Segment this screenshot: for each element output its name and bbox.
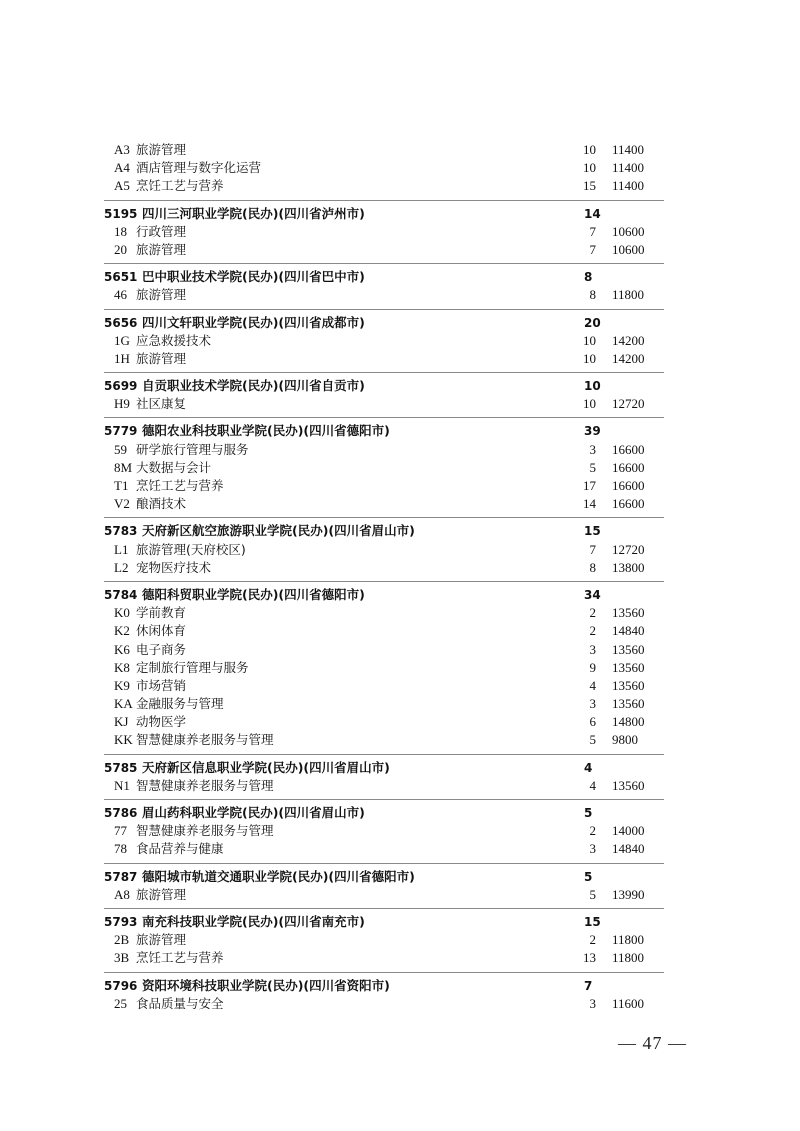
major-name: 烹饪工艺与营养: [136, 178, 224, 194]
major-name: 旅游管理: [136, 287, 187, 303]
major-plan: 7: [589, 241, 596, 257]
major-plan: 10: [583, 142, 596, 157]
school-row: [104, 759, 664, 777]
major-name: 酿酒技术: [136, 496, 187, 512]
major-fee: 12720: [612, 541, 645, 557]
school-code: 5779: [104, 424, 138, 439]
major-plan: 9: [589, 659, 596, 675]
major-name: 食品营养与健康: [136, 841, 224, 857]
school-row: [104, 977, 664, 995]
major-name: 旅游管理: [136, 241, 187, 257]
school-plan-total: 15: [584, 914, 601, 929]
major-fee: 10600: [612, 223, 645, 239]
major-plan: 10: [583, 332, 596, 348]
major-row: [104, 604, 664, 622]
major-plan: 3: [589, 696, 596, 712]
school-code: 5796: [104, 978, 138, 993]
school-code: 5656: [104, 315, 138, 330]
major-row: [104, 159, 664, 177]
major-code: A3: [114, 142, 130, 157]
major-code: T1: [114, 478, 129, 493]
major-row: [104, 241, 664, 259]
major-name: 烹饪工艺与营养: [136, 950, 224, 966]
school-row: [104, 377, 664, 395]
major-row: [104, 495, 664, 513]
major-name: 旅游管理: [136, 142, 187, 157]
school-name: 天府新区航空旅游职业学院(民办)(四川省眉山市): [142, 523, 415, 539]
school-group: [104, 377, 664, 418]
major-fee: 14200: [612, 350, 645, 366]
major-code: 1H: [114, 350, 130, 366]
major-plan: 2: [589, 823, 596, 839]
major-plan: 7: [589, 223, 596, 239]
major-fee: 9800: [612, 732, 638, 748]
major-plan: 3: [589, 995, 596, 1011]
major-code: H9: [114, 396, 130, 412]
school-plan-total: 5: [584, 806, 593, 820]
major-name: 烹饪工艺与营养: [136, 478, 224, 493]
major-fee: 16600: [612, 459, 645, 475]
school-name: 天府新区信息职业学院(民办)(四川省眉山市): [142, 759, 390, 775]
school-row: [104, 268, 664, 286]
major-name: 智慧健康养老服务与管理: [136, 823, 274, 839]
major-fee: 16600: [612, 441, 645, 457]
major-name: 学前教育: [136, 605, 187, 621]
major-row: [104, 177, 664, 195]
major-name: 大数据与会计: [136, 459, 212, 475]
school-code: 5195: [104, 206, 138, 221]
major-code: 3B: [114, 950, 130, 966]
major-code: 25: [114, 995, 127, 1011]
major-code: 77: [114, 823, 127, 839]
major-code: 8M: [114, 459, 133, 475]
major-code: A4: [114, 160, 130, 176]
major-name: 应急救援技术: [136, 332, 212, 348]
school-name: 眉山药科职业学院(民办)(四川省眉山市): [142, 805, 365, 820]
school-name: 四川三河职业学院(民办)(四川省泸州市): [142, 205, 365, 221]
major-code: L2: [114, 559, 129, 575]
major-fee: 13560: [612, 677, 645, 693]
school-code: 5783: [104, 524, 138, 539]
major-plan: 14: [583, 496, 596, 512]
major-row: [104, 695, 664, 713]
major-name: 智慧健康养老服务与管理: [136, 732, 274, 748]
major-code: KK: [114, 732, 133, 748]
major-row: [104, 459, 664, 477]
school-plan-total: 10: [584, 379, 601, 394]
major-name: 市场营销: [136, 677, 187, 693]
school-group: [104, 977, 664, 1017]
major-row: [104, 223, 664, 241]
school-row: [104, 205, 664, 223]
major-code: K8: [114, 659, 130, 675]
major-plan: 4: [589, 677, 596, 693]
school-name: 四川文轩职业学院(民办)(四川省成都市): [142, 314, 365, 330]
school-group: [104, 522, 664, 582]
major-row: [104, 777, 664, 795]
school-name: 德阳农业科技职业学院(民办)(四川省德阳市): [142, 423, 390, 439]
major-row: [104, 659, 664, 677]
major-row: [104, 332, 664, 350]
major-fee: 16600: [612, 478, 645, 493]
major-row: [104, 713, 664, 731]
major-fee: 11800: [612, 287, 645, 303]
admission-plan-listing: [104, 141, 664, 1021]
major-row: [104, 840, 664, 858]
school-group: [104, 586, 664, 755]
school-plan-total: 7: [584, 978, 593, 993]
major-plan: 2: [589, 605, 596, 621]
major-plan: 2: [589, 623, 596, 639]
major-fee: 16600: [612, 496, 645, 512]
major-fee: 14000: [612, 823, 645, 839]
school-name: 自贡职业技术学院(民办)(四川省自贡市): [142, 378, 365, 394]
major-fee: 14840: [612, 623, 645, 639]
major-name: 定制旅行管理与服务: [136, 659, 249, 675]
major-fee: 12720: [612, 396, 645, 412]
major-plan: 10: [583, 396, 596, 412]
major-plan: 7: [589, 541, 596, 557]
major-fee: 13800: [612, 559, 645, 575]
school-name: 资阳环境科技职业学院(民办)(四川省资阳市): [142, 977, 390, 993]
major-code: N1: [114, 777, 130, 793]
major-row: [104, 886, 664, 904]
school-group: [104, 205, 664, 265]
major-row: [104, 441, 664, 459]
major-row: [104, 995, 664, 1013]
major-name: 宠物医疗技术: [136, 559, 212, 575]
major-row: [104, 559, 664, 577]
school-name: 巴中职业技术学院(民办)(四川省巴中市): [142, 269, 365, 285]
major-name: 研学旅行管理与服务: [136, 441, 249, 457]
school-row: [104, 868, 664, 886]
major-name: 智慧健康养老服务与管理: [136, 777, 274, 793]
school-group: [104, 141, 664, 201]
major-row: [104, 141, 664, 159]
major-code: KJ: [114, 714, 129, 730]
school-group: [104, 759, 664, 800]
major-name: 动物医学: [136, 714, 187, 730]
major-code: A5: [114, 178, 130, 194]
school-plan-total: 34: [584, 587, 601, 602]
major-name: 金融服务与管理: [136, 696, 224, 712]
major-row: [104, 350, 664, 368]
major-code: A8: [114, 886, 130, 902]
school-plan-total: 15: [584, 524, 601, 539]
major-code: V2: [114, 496, 130, 512]
major-row: [104, 731, 664, 749]
major-code: K2: [114, 623, 130, 639]
major-fee: 13560: [612, 777, 645, 793]
major-plan: 3: [589, 441, 596, 457]
school-plan-total: 4: [584, 760, 593, 775]
major-code: 1G: [114, 332, 130, 348]
major-fee: 13560: [612, 605, 645, 621]
major-plan: 5: [589, 459, 596, 475]
major-code: 18: [114, 223, 127, 239]
major-code: L1: [114, 541, 129, 557]
school-code: 5784: [104, 587, 138, 602]
school-plan-total: 8: [584, 270, 593, 285]
major-name: 电子商务: [136, 641, 187, 657]
major-name: 行政管理: [136, 223, 187, 239]
major-plan: 15: [583, 178, 596, 194]
school-row: [104, 804, 664, 822]
major-plan: 4: [589, 777, 596, 793]
major-code: 20: [114, 241, 127, 257]
major-code: K9: [114, 677, 130, 693]
major-fee: 11800: [612, 932, 645, 948]
school-row: [104, 913, 664, 931]
major-row: [104, 641, 664, 659]
school-group: [104, 314, 664, 374]
major-fee: 10600: [612, 241, 645, 257]
school-group: [104, 268, 664, 309]
major-fee: 14840: [612, 841, 645, 857]
school-plan-total: 20: [584, 315, 601, 330]
school-group: [104, 913, 664, 973]
major-row: [104, 677, 664, 695]
major-name: 休闲体育: [136, 623, 187, 639]
major-fee: 13990: [612, 886, 645, 902]
major-row: [104, 622, 664, 640]
school-group: [104, 804, 664, 864]
school-code: 5651: [104, 270, 138, 285]
major-plan: 2: [589, 932, 596, 948]
major-name: 食品质量与安全: [136, 995, 224, 1011]
major-code: 78: [114, 841, 127, 857]
major-name: 酒店管理与数字化运营: [136, 160, 262, 176]
major-fee: 11400: [612, 142, 645, 157]
school-row: [104, 522, 664, 540]
page-number: — 47 —: [618, 1033, 687, 1053]
major-plan: 3: [589, 641, 596, 657]
major-name: 旅游管理: [136, 886, 187, 902]
school-plan-total: 39: [584, 424, 601, 439]
school-code: 5786: [104, 806, 138, 820]
major-fee: 13560: [612, 696, 645, 712]
major-row: [104, 286, 664, 304]
major-fee: 11600: [612, 995, 645, 1011]
major-name: 旅游管理: [136, 350, 187, 366]
major-row: [104, 822, 664, 840]
major-plan: 3: [589, 841, 596, 857]
major-row: [104, 477, 664, 495]
major-fee: 13560: [612, 641, 645, 657]
major-fee: 14200: [612, 332, 645, 348]
major-fee: 11400: [612, 160, 645, 176]
major-row: [104, 931, 664, 949]
school-plan-total: 14: [584, 206, 601, 221]
school-code: 5785: [104, 760, 138, 775]
major-fee: 14800: [612, 714, 645, 730]
school-group: [104, 422, 664, 518]
school-name: 德阳科贸职业学院(民办)(四川省德阳市): [142, 586, 365, 602]
major-plan: 13: [583, 950, 596, 966]
school-group: [104, 868, 664, 909]
major-row: [104, 541, 664, 559]
major-code: 59: [114, 441, 127, 457]
school-plan-total: 5: [584, 869, 593, 884]
major-plan: 17: [583, 478, 596, 493]
major-code: 2B: [114, 932, 130, 948]
major-code: 46: [114, 287, 127, 303]
major-fee: 11400: [612, 178, 645, 194]
school-row: [104, 422, 664, 440]
school-name: 德阳城市轨道交通职业学院(民办)(四川省德阳市): [142, 868, 415, 884]
school-code: 5699: [104, 379, 138, 394]
major-plan: 6: [589, 714, 596, 730]
major-row: [104, 949, 664, 967]
school-row: [104, 586, 664, 604]
major-fee: 11800: [612, 950, 645, 966]
major-name: 旅游管理(天府校区): [136, 541, 246, 557]
major-code: KA: [114, 696, 133, 712]
major-row: [104, 395, 664, 413]
major-plan: 10: [583, 350, 596, 366]
major-name: 社区康复: [136, 396, 187, 412]
major-plan: 10: [583, 160, 596, 176]
major-code: K0: [114, 605, 130, 621]
major-plan: 5: [589, 732, 596, 748]
school-code: 5793: [104, 914, 138, 929]
major-fee: 13560: [612, 659, 645, 675]
major-name: 旅游管理: [136, 932, 187, 948]
major-code: K6: [114, 641, 130, 657]
major-plan: 8: [589, 287, 596, 303]
major-plan: 8: [589, 559, 596, 575]
school-row: [104, 314, 664, 332]
school-name: 南充科技职业学院(民办)(四川省南充市): [142, 913, 365, 929]
school-code: 5787: [104, 869, 138, 884]
major-plan: 5: [589, 886, 596, 902]
